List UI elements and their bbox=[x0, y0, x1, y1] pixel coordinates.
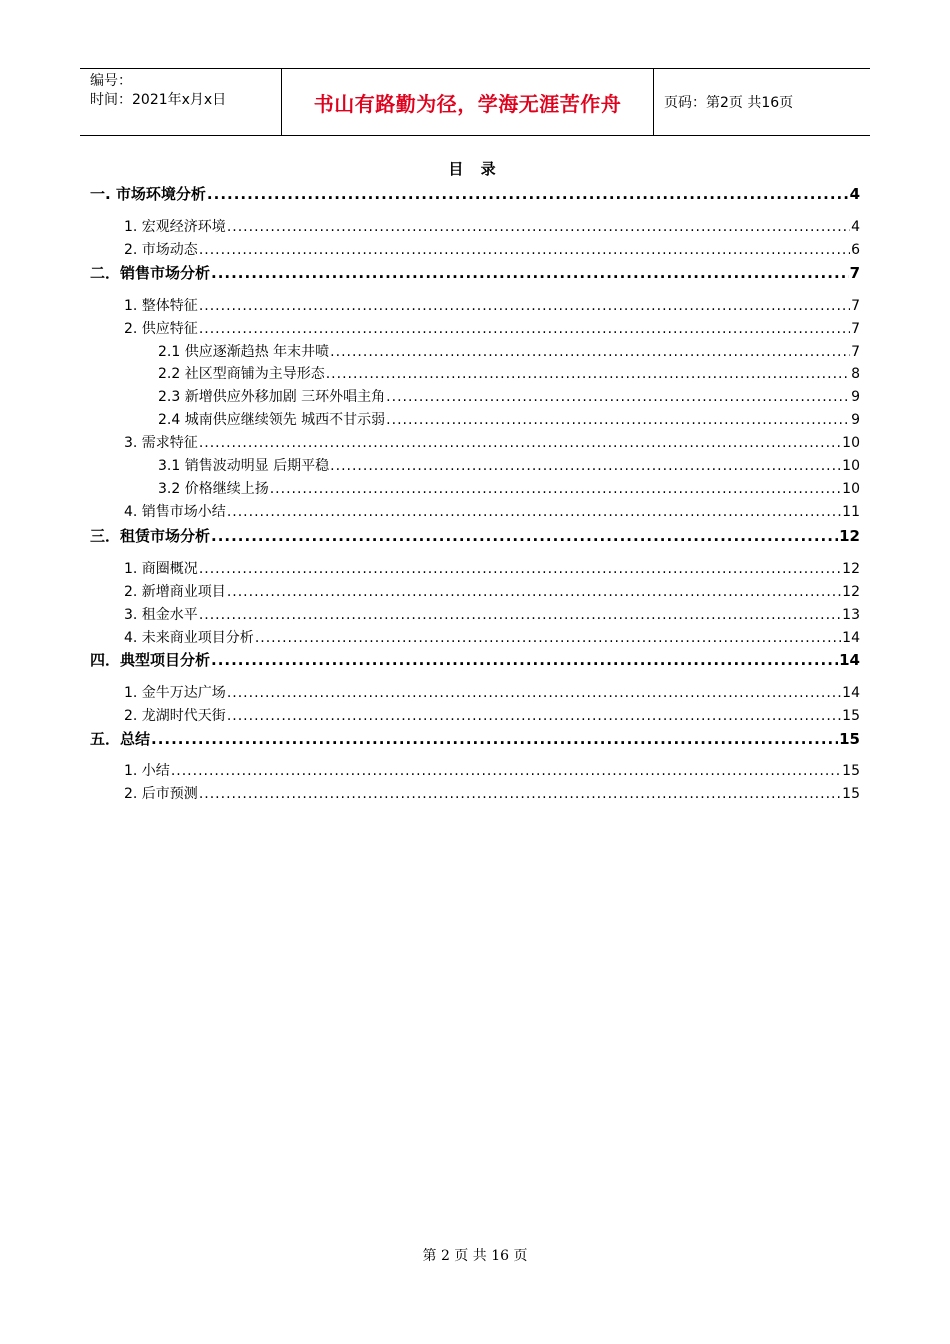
toc-entry-title: 2.2 社区型商铺为主导形态 bbox=[158, 366, 325, 382]
toc-entry-page: 7 bbox=[851, 321, 860, 337]
toc-dot-leader bbox=[227, 504, 841, 520]
toc-entry-title: 1. 宏观经济环境 bbox=[124, 219, 226, 235]
toc-dot-leader bbox=[270, 481, 841, 497]
toc-entry-title: 3.2 价格继续上扬 bbox=[158, 481, 269, 497]
toc-dot-leader bbox=[255, 630, 841, 646]
toc-entry-page: 12 bbox=[839, 527, 860, 545]
toc-entry[interactable] bbox=[124, 783, 860, 803]
toc-entry[interactable] bbox=[158, 386, 860, 406]
toc-entry-title: 1. 小结 bbox=[124, 763, 170, 779]
toc-dot-leader bbox=[199, 561, 841, 577]
toc-entry-title: 2.3 新增供应外移加剧 三环外唱主角 bbox=[158, 389, 386, 405]
toc-title: 目 录 bbox=[448, 160, 502, 178]
toc-entry-page: 6 bbox=[851, 242, 860, 258]
toc-dot-leader bbox=[199, 321, 850, 337]
toc-entry-title: 4. 销售市场小结 bbox=[124, 504, 226, 520]
toc-entry-title: 3. 需求特征 bbox=[124, 435, 198, 451]
toc-entry-title: 1. 商圈概况 bbox=[124, 561, 198, 577]
toc-entry-page: 14 bbox=[842, 630, 860, 646]
toc-dot-leader bbox=[227, 685, 841, 701]
toc-entry-page: 14 bbox=[839, 651, 860, 669]
toc-entry[interactable] bbox=[124, 627, 860, 647]
toc-dot-leader bbox=[326, 366, 850, 382]
toc-entry[interactable] bbox=[124, 682, 860, 702]
toc-entry-page: 12 bbox=[842, 584, 860, 600]
toc-entry[interactable] bbox=[90, 525, 860, 546]
toc-entry-title: 1. 整体特征 bbox=[124, 298, 198, 314]
toc-entry-title: 一. 市场环境分析 bbox=[90, 185, 206, 203]
toc-entry-page: 11 bbox=[842, 504, 860, 520]
toc-entry[interactable] bbox=[124, 760, 860, 780]
toc-entry-page: 13 bbox=[842, 607, 860, 623]
toc-dot-leader bbox=[199, 298, 850, 314]
toc-entry-title: 五．总结 bbox=[90, 730, 151, 748]
toc-entry-page: 4 bbox=[849, 185, 860, 203]
toc-entry-page: 7 bbox=[849, 264, 860, 282]
toc-entry-page: 10 bbox=[842, 435, 860, 451]
toc-entry-page: 15 bbox=[842, 763, 860, 779]
toc-entry-title: 3. 租金水平 bbox=[124, 607, 198, 623]
toc-entry[interactable] bbox=[124, 432, 860, 452]
toc-entry-title: 2. 新增商业项目 bbox=[124, 584, 226, 600]
toc-dot-leader bbox=[199, 786, 841, 802]
toc-entry-title: 2.4 城南供应继续领先 城西不甘示弱 bbox=[158, 412, 386, 428]
toc-entry-title: 2. 后市预测 bbox=[124, 786, 198, 802]
header-time: 时间：2021年x月x日 bbox=[90, 92, 227, 108]
toc-dot-leader bbox=[211, 264, 849, 282]
toc-entry[interactable] bbox=[124, 705, 860, 725]
page-header bbox=[80, 68, 870, 136]
toc-entry[interactable] bbox=[124, 216, 860, 236]
page-footer: 第 2 页 共 16 页 bbox=[422, 1248, 528, 1264]
toc-entry-page: 10 bbox=[842, 481, 860, 497]
toc-entry-title: 三．租赁市场分析 bbox=[90, 527, 211, 545]
toc-entry-title: 3.1 销售波动明显 后期平稳 bbox=[158, 458, 330, 474]
toc-dot-leader bbox=[330, 344, 850, 360]
toc-entry[interactable] bbox=[124, 581, 860, 601]
header-motto-cell bbox=[282, 69, 654, 135]
toc-dot-leader bbox=[151, 730, 838, 748]
toc-entry-page: 14 bbox=[842, 685, 860, 701]
toc-entry[interactable] bbox=[158, 478, 860, 498]
toc-entry[interactable] bbox=[158, 455, 860, 475]
toc-entry[interactable] bbox=[158, 341, 860, 361]
toc-entry-title: 1. 金牛万达广场 bbox=[124, 685, 226, 701]
toc-entry-page: 9 bbox=[851, 412, 860, 428]
toc-entry-title: 二．销售市场分析 bbox=[90, 264, 211, 282]
toc-entry-page: 10 bbox=[842, 458, 860, 474]
header-meta bbox=[80, 69, 282, 135]
toc-dot-leader bbox=[330, 458, 841, 474]
toc-entry[interactable] bbox=[158, 409, 860, 429]
toc-dot-leader bbox=[227, 584, 841, 600]
header-number: 编号： bbox=[90, 73, 132, 89]
toc-entry-title: 2.1 供应逐渐趋热 年末井喷 bbox=[158, 344, 330, 360]
toc-entry-page: 15 bbox=[842, 786, 860, 802]
header-motto: 书山有路勤为径，学海无涯苦作舟 bbox=[313, 91, 622, 116]
toc-entry-title: 四．典型项目分析 bbox=[90, 651, 211, 669]
toc-dot-leader bbox=[171, 763, 841, 779]
toc-entry[interactable] bbox=[90, 262, 860, 283]
toc-entry-title: 4. 未来商业项目分析 bbox=[124, 630, 254, 646]
toc-entry-title: 2. 供应特征 bbox=[124, 321, 198, 337]
toc-entry[interactable] bbox=[124, 295, 860, 315]
toc-dot-leader bbox=[199, 242, 850, 258]
toc-entry-title: 2. 龙湖时代天街 bbox=[124, 708, 226, 724]
toc-entry[interactable] bbox=[90, 183, 860, 204]
toc-entry-page: 9 bbox=[851, 389, 860, 405]
toc-dot-leader bbox=[227, 708, 841, 724]
toc-entry-page: 7 bbox=[851, 344, 860, 360]
toc-entry-title: 2. 市场动态 bbox=[124, 242, 198, 258]
toc-entry[interactable] bbox=[90, 728, 860, 749]
toc-entry-page: 4 bbox=[851, 219, 860, 235]
toc-entry-page: 7 bbox=[851, 298, 860, 314]
toc-dot-leader bbox=[386, 389, 850, 405]
toc-entry-page: 15 bbox=[839, 730, 860, 748]
header-page-info: 页码：第2页 共16页 bbox=[664, 95, 794, 111]
toc-dot-leader bbox=[386, 412, 850, 428]
toc-dot-leader bbox=[207, 185, 849, 203]
toc-dot-leader bbox=[199, 435, 841, 451]
toc-entry[interactable] bbox=[124, 318, 860, 338]
toc-entry[interactable] bbox=[124, 558, 860, 578]
toc-dot-leader bbox=[227, 219, 850, 235]
toc-entry[interactable] bbox=[124, 501, 860, 521]
header-page-cell bbox=[654, 69, 870, 135]
toc-dot-leader bbox=[199, 607, 841, 623]
toc-dot-leader bbox=[211, 651, 838, 669]
toc-entry-page: 12 bbox=[842, 561, 860, 577]
toc-entry[interactable] bbox=[124, 239, 860, 259]
toc-entry-page: 8 bbox=[851, 366, 860, 382]
toc-entry-page: 15 bbox=[842, 708, 860, 724]
toc-entry[interactable] bbox=[124, 604, 860, 624]
toc-dot-leader bbox=[211, 527, 838, 545]
toc-entry[interactable] bbox=[158, 363, 860, 383]
toc-entry[interactable] bbox=[90, 649, 860, 670]
